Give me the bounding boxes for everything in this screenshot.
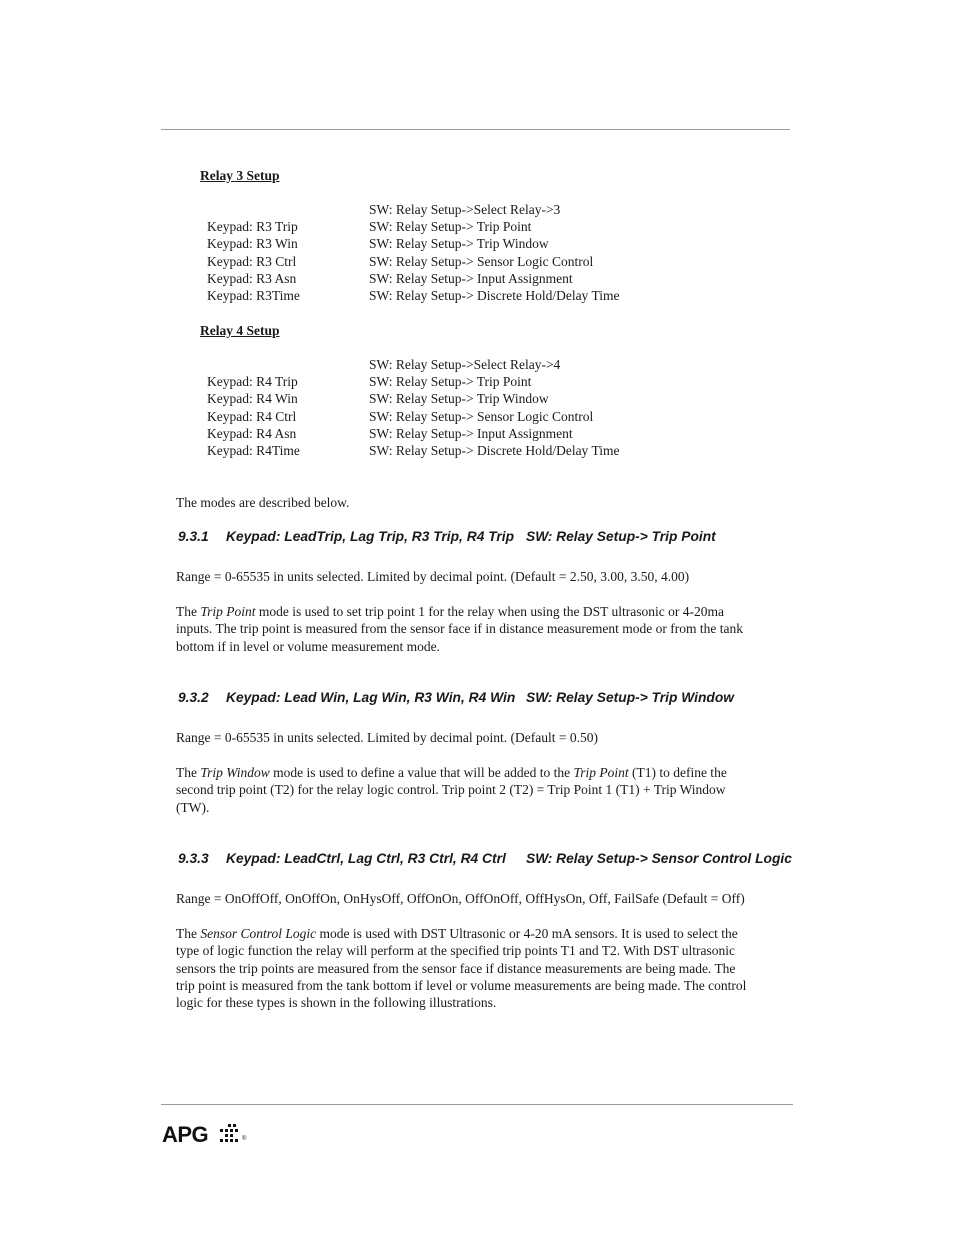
registered-mark: ® [242, 1136, 247, 1142]
section-range: Range = OnOffOff, OnOffOn, OnHysOff, OffOnOn, OffOnOff, OffHysOn, Off, FailSafe (Default = Off) [176, 891, 745, 906]
sw-cell: SW: Relay Setup-> Sensor Logic Control [369, 408, 594, 424]
desc-text: (T1) to define the [628, 765, 727, 780]
sw-cell: SW: Relay Setup-> Discrete Hold/Delay Time [369, 288, 620, 304]
section-description [176, 764, 776, 816]
sw-cell: SW: Relay Setup-> Input Assignment [369, 270, 573, 286]
section-number: 9.3.1 [178, 529, 209, 544]
desc-text: mode is used to define a value that will be added to the [269, 765, 574, 780]
sw-cell: SW: Relay Setup-> Input Assignment [369, 425, 573, 441]
sw-cell: SW: Relay Setup-> Trip Window [369, 391, 549, 407]
logo-text: APG [162, 1122, 209, 1147]
keypad-cell: Keypad: R4 Win [207, 391, 298, 407]
desc-line: sensors the trip points are measured from the sensor face if distance measurements are being made. The [176, 960, 736, 976]
keypad-cell: Keypad: R4Time [207, 443, 300, 459]
desc-text: The [176, 926, 201, 941]
desc-text: mode is used with DST Ultrasonic or 4-20 mA sensors. It is used to select the [316, 926, 738, 941]
sw-cell: SW: Relay Setup-> Sensor Logic Control [369, 253, 594, 269]
section-range: Range = 0-65535 in units selected. Limited by decimal point. (Default = 2.50, 3.00, 3.50, 4.00) [176, 569, 690, 584]
relay4-select: SW: Relay Setup->Select Relay->4 [369, 357, 561, 372]
sw-cell: SW: Relay Setup-> Trip Point [369, 374, 532, 389]
desc-text: The [176, 604, 201, 619]
section-number: 9.3.3 [178, 851, 209, 866]
intro-text: The modes are described below. [176, 495, 350, 510]
desc-emphasis: Trip Window [200, 765, 270, 780]
desc-emphasis: Trip Point [573, 765, 629, 780]
keypad-cell: Keypad: R3 Asn [207, 270, 297, 286]
section-keypad: Keypad: LeadCtrl, Lag Ctrl, R3 Ctrl, R4 Ctrl [226, 851, 506, 866]
desc-line: bottom if in level or volume measurement mode. [176, 638, 440, 654]
section-keypad: Keypad: Lead Win, Lag Win, R3 Win, R4 Win [226, 690, 516, 705]
section-sw: SW: Relay Setup-> Trip Window [526, 690, 734, 705]
footer-rule [161, 1104, 793, 1105]
section-description [176, 603, 776, 655]
desc-line: logic for these types is shown in the following illustrations. [176, 995, 497, 1011]
sw-cell: SW: Relay Setup-> Trip Point [369, 219, 532, 234]
keypad-cell: Keypad: R3 Win [207, 236, 298, 252]
section-number: 9.3.2 [178, 690, 209, 705]
desc-line: trip point is measured from the tank bottom if level or volume measurements are being made. The control [176, 977, 747, 993]
desc-line: type of logic function the relay will perform at the specified trip points T1 and T2. With DST ultrasonic [176, 943, 735, 959]
relay4-title: Relay 4 Setup [200, 323, 280, 338]
desc-emphasis: Trip Point [200, 604, 256, 619]
desc-line: (TW). [176, 799, 210, 815]
keypad-cell: Keypad: R3 Trip [207, 219, 298, 234]
header-rule [161, 129, 790, 130]
keypad-cell: Keypad: R3Time [207, 288, 300, 304]
section-sw: SW: Relay Setup-> Sensor Control Logic [526, 851, 792, 866]
desc-text: The [176, 765, 201, 780]
keypad-cell: Keypad: R4 Ctrl [207, 408, 297, 424]
relay3-title: Relay 3 Setup [200, 168, 280, 183]
sw-cell: SW: Relay Setup-> Trip Window [369, 236, 549, 252]
keypad-cell: Keypad: R4 Trip [207, 374, 298, 389]
section-range: Range = 0-65535 in units selected. Limited by decimal point. (Default = 0.50) [176, 730, 599, 745]
desc-line: inputs. The trip point is measured from the sensor face if in distance measurement mode or from the tank [176, 621, 743, 637]
section-sw: SW: Relay Setup-> Trip Point [526, 529, 716, 544]
keypad-cell: Keypad: R3 Ctrl [207, 253, 297, 269]
desc-text: mode is used to set trip point 1 for the relay when using the DST ultrasonic or 4-20ma [255, 604, 724, 619]
section-description [176, 925, 776, 1011]
keypad-cell: Keypad: R4 Asn [207, 425, 297, 441]
desc-line: second trip point (T2) for the relay logic control. Trip point 2 (T2) = Trip Point 1 (T1) + Trip Window [176, 782, 726, 798]
logo-grid-icon [220, 1124, 247, 1144]
relay3-select: SW: Relay Setup->Select Relay->3 [369, 202, 561, 217]
desc-emphasis: Sensor Control Logic [200, 926, 317, 941]
sw-cell: SW: Relay Setup-> Discrete Hold/Delay Time [369, 443, 620, 459]
section-keypad: Keypad: LeadTrip, Lag Trip, R3 Trip, R4 Trip [226, 529, 515, 544]
